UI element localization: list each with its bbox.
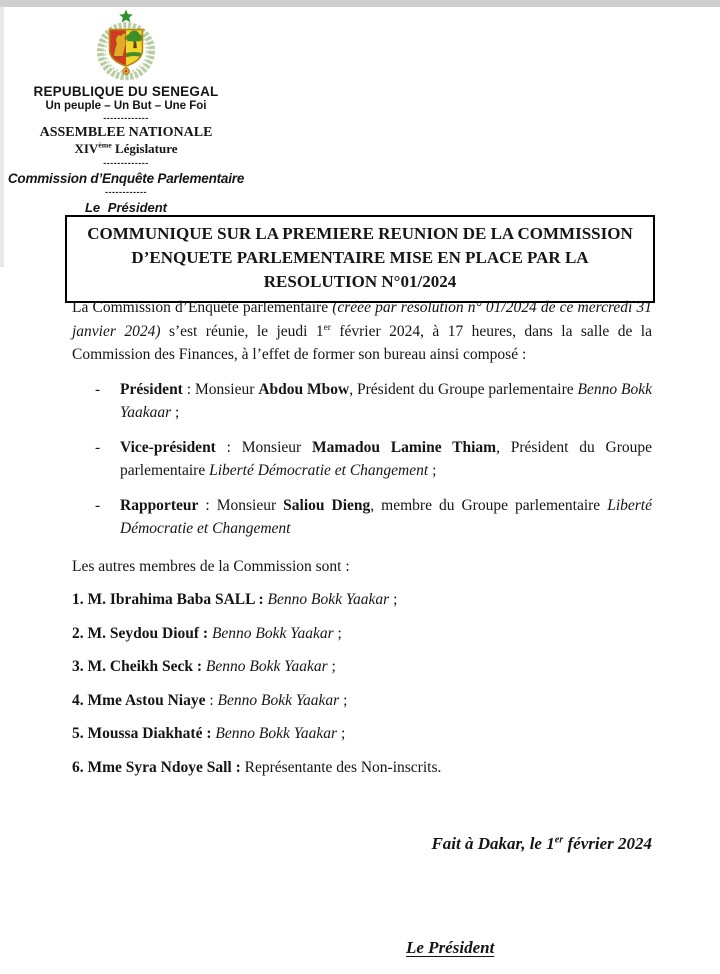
signature-title: Le Président [406,938,495,957]
other-members-heading: Les autres membres de la Commission sont : [72,557,350,575]
shield-icon [110,30,143,67]
legislature-number: XIV [74,141,99,156]
republic-title: REPUBLIQUE DU SENEGAL [33,84,219,99]
medal-icon [123,66,130,74]
letterhead [4,8,248,215]
member-item-3: 3. M. Cheikh Seck : Benno Bokk Yaakar ; [72,658,336,675]
bureau-item-rapporteur [72,494,652,541]
title-line-1: COMMUNIQUE SUR LA PREMIERE REUNION DE LA COMMISSION [87,224,633,243]
bureau-item-text: Président : Monsieur Abdou Mbow, Président du Groupe parlementaire Benno Bokk Yaakaar ; [120,380,653,421]
bureau-item-vice-president [72,436,652,483]
intro-paragraph: La Commission d’Enquête parlementaire (créée par résolution n° 01/2024 de ce mercredi 31 janvier 2024) s’est réunie, le jeudi 1er février 2024, à 17 heures, dans la salle de la Commission des Finances, à l’effet de former son bureau ainsi composé : [72,299,652,363]
star-icon [119,10,133,23]
national-motto: Un peuple – Un But – Une Foi [45,100,207,112]
title-line-3: RESOLUTION N°01/2024 [263,272,457,291]
member-item-6: 6. Mme Syra Ndoye Sall : Représentante des Non-inscrits. [72,758,442,776]
date-place-line: Fait à Dakar, le 1er février 2024 [431,834,652,853]
member-item-1: 1. M. Ibrahima Baba SALL : Benno Bokk Yaakar ; [72,591,398,608]
bureau-item-text: Vice-président : Monsieur Mamadou Lamine Thiam, Président du Groupe parlementaire Liberté Démocratie et Changement ; [120,438,652,479]
member-item-5: 5. Moussa Diakhaté : Benno Bokk Yaakar ; [72,725,346,742]
member-item-4: 4. Mme Astou Niaye : Benno Bokk Yaakar ; [72,691,348,709]
separator-dashes: ------------- [103,158,149,168]
legislature-word: Législature [111,141,178,156]
bureau-item-text: Rapporteur : Monsieur Saliou Dieng, membre du Groupe parlementaire Liberté Démocratie et Changement [120,496,652,537]
bullet-dash: - [95,496,101,514]
separator-dashes: ------------- [103,113,149,123]
communique-title-box [65,215,655,303]
assembly-title: ASSEMBLEE NATIONALE [39,125,213,140]
scan-edge-top [0,0,720,7]
senegal-coat-of-arms-icon [89,8,163,82]
separator-dashes: ------------ [105,187,147,197]
bullet-dash: - [95,380,101,398]
legislature-ordinal-suffix: ème [98,140,112,150]
bureau-item-president [72,378,652,425]
member-item-2: 2. M. Seydou Diouf : Benno Bokk Yaakar ; [72,624,342,642]
title-line-2: D’ENQUETE PARLEMENTAIRE MISE EN PLACE PAR LA [131,248,589,267]
commission-title: Commission d’Enquête Parlementaire [7,171,245,186]
president-office-line: Le Président [84,200,168,215]
bullet-dash: - [95,438,101,456]
document-body [72,296,652,779]
legislature-line [4,141,248,157]
